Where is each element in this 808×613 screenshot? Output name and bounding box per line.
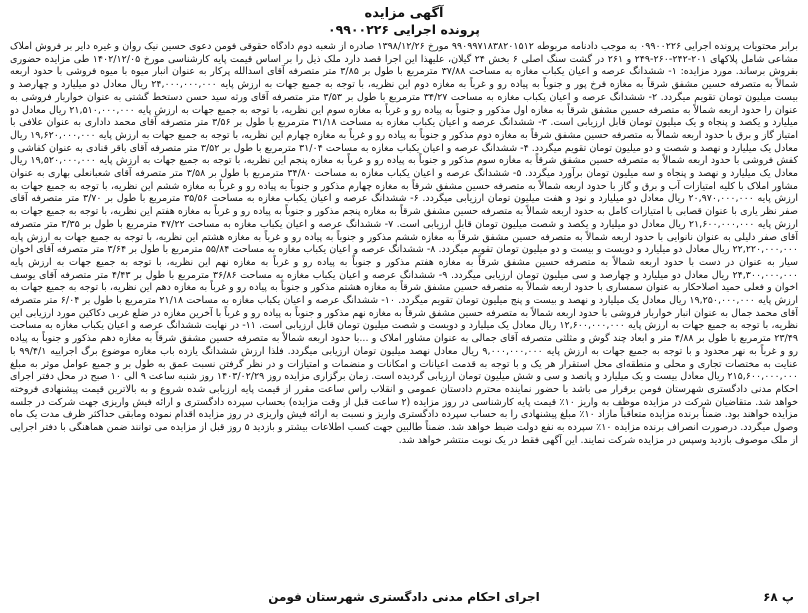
notice-footer: [10, 587, 798, 607]
notice-code: پ ۶۸: [763, 590, 794, 604]
issuing-organization: اجرای احکام مدنی دادگستری شهرستان فومن: [268, 590, 540, 604]
case-number: پرونده اجرایی ۰۹۹۰۰۲۲۶: [328, 22, 480, 37]
notice-title: آگهی مزایده: [364, 6, 444, 21]
notice-body: برابر محتویات پرونده اجرایی ۰۹۹۰۰۲۲۶ به موجب دادنامه مربوطه ۹۹۰۹۹۷۱۸۳۸۲۰۱۵۱۲ مورخ ۱۳۹۸/۱۲/۲۶ صادره از شعبه دوم دادگاه حقوقی فومن دعوی حسین نیک روان و غیره دایر بر فروش املاک مشاعی شامل پلاکهای ۲۰۱-۲۴۲-۲۶۰-۲۴۹ و ۲۶۱ در گشت سنگ اصلی ۶ بخش ۲۴ گیلان، علیهذا این اجرا قصد دارد ملک ذیل را بر اساس قیمت پایه کارشناسی مورخ ۱۴۰۲/۱۲/۰۵ طی مزایده حضوری بفروش برساند. مورد مزایده: ۱- ششدانگ عرصه و اعیان یکباب مغازه به مساحت ۳۷/۸۸ مترمربع با طول بر ۳/۸۵ متر متصرفه آقای اسدالله پرکار به عنوان انبار میوه با میوه فروشی با حدود اربعه شمالاً به متصرفه حسین مشفق شرقاً به مغازه فرخ پور و جنوباً به پیاده رو و غرباً به مغازه دوم این نظریه، با توجه به جمیع جهات به ارزش پایه ۲۴,۰۰۰,۰۰۰,۰۰۰ ریال معادل دو میلیارد و چهارصد و بیست میلیون تومان تقویم میگردد. ۲- ششدانگ عرصه و اعیان یکباب مغازه به مساحت ۳۴/۲۷ مترمربع با طول بر ۳/۵۳ متر متصرفه آقای ورثه سید حسن دستخط گشتی به عنوان خواربار فروشی به عنوان را حدود اربعه شمالاً به متصرفه حسین مشفق شرقاً به مغازه اول مذکور و جنوباً به پیاده رو و غرباً به مغازه سوم این نظریه، با توجه به جمیع جهات به ارزش پایه ۲۱,۵۱۰,۰۰۰,۰۰۰ ریال معادل دو میلیارد و یکصد و پنجاه و یک میلیون تومان قابل ارزیابی است. ۳- ششدانگ عرصه و اعیان یکباب مغازه به مساحت ۳۱/۱۸ مترمربع با طول بر ۳/۵۶ متر متصرفه آقای محمد داداری به عنوان علافی با امتیاز گاز و برق با حدود اربعه شمالاً به متصرفه حسین مشفق شرقاً به مغازه دوم مذکور و جنوباً به پیاده رو و غرباً به مغازه چهارم این نظریه، با توجه به جمیع جهات به ارزش پایه ۱۹,۶۲۰,۰۰۰,۰۰۰ ریال معادل یک میلیارد و نهصد و شصت و دو میلیون تومان تقویم میگردد. ۴- ششدانگ عرصه و اعیان یکباب مغازه به مساحت ۳۱/۰۴ مترمربع با طول بر ۳/۵۲ متر متصرفه آقای باقر قنادی به عنوان کفاشی و کفش فروشی با حدود اربعه شمالاً به متصرفه حسین مشفق شرقاً به مغازه سوم مذکور و جنوباً به پیاده رو و غرباً به مغازه پنجم این نظریه، با توجه به جمیع جهات به ارزش پایه ۱۹,۵۲۰,۰۰۰,۰۰۰ ریال معادل یک میلیارد و نهصد و پنجاه و سه میلیون تومان برآورد میگردد. ۵- ششدانگ عرصه و اعیان یکباب مغازه به مساحت ۳۴/۸۰ مترمربع با طول بر ۳/۵۸ متر متصرفه آقای شعبانعلی بهاری به عنوان مشاور املاک با کلیه امتیازات آب و برق و گاز با حدود اربعه شمالاً به متصرفه حسین مشفق شرقاً به مغازه چهارم مذکور و جنوباً به پیاده رو و غرباً به مغازه ششم این نظریه، با توجه به جمیع جهات به ارزش پایه ۲۰,۹۷۰,۰۰۰,۰۰۰ ریال معادل دو میلیارد و نود و هفت میلیون تومان ارزیابی میگردد. ۶- ششدانگ عرصه و اعیان یکباب مغازه به مساحت ۳۵/۵۶ مترمربع با طول بر ۳/۷۰ متر متصرفه آقای صفر نظر یاری با عنوان قصابی با امتیازات کامل به حدود اربعه شمالاً به متصرفه حسین مشفق شرقاً به مغازه پنجم مذکور و جنوباً به پیاده رو و غرباً به مغازه هفتم این نظریه، با توجه به جمیع جهات به ارزش پایه ۲۱,۶۰۰,۰۰۰,۰۰۰ ریال معادل دو میلیارد و یکصد و شصت میلیون تومان قابل ارزیابی است. ۷- ششدانگ عرصه و اعیان یکباب مغازه به مساحت ۴۷/۲۲ مترمربع با طول بر ۳/۳۵ متر متصرفه آقای صفر دلیلی به عنوان نانوایی با حدود اربعه شمالاً به متصرفه حسین مشفق شرقاً به مغازه ششم مذکور و جنوباً به پیاده رو و غرباً به مغازه هشتم این نظریه، با توجه به جمیع جهات به ارزش پایه ۲۲,۲۲۰,۰۰۰,۰۰۰ ریال معادل دو میلیارد و دویست و بیست و دو میلیون تومان تقویم میگردد. ۸- ششدانگ عرصه و اعیان یکباب مغازه به مساحت ۵۵/۸۴ مترمربع با طول بر ۳/۶۴ متر متصرفه آقای اخوان سیار به عنوان در دست با حدود اربعه شمالاً به متصرفه حسین مشفق شرقاً به مغازه هفتم مذکور و جنوباً به پیاده رو و غرباً به مغازه نهم این نظریه، با توجه به جمیع جهات به ارزش پایه ۲۴,۳۰۰,۰۰۰,۰۰۰ ریال معادل دو میلیارد و چهارصد و سی میلیون تومان ارزیابی میگردد. ۹- ششدانگ عرصه و اعیان یکباب مغازه به مساحت ۳۶/۸۶ مترمربع با طول بر ۴/۴۳ متر متصرفه آقای یوسف اخوان و فعلی حمید اصلاحکار به عنوان سمساری با حدود اربعه شمالاً به متصرفه حسین مشفق شرقاً به مغازه هشتم مذکور و جنوباً به پیاده رو و غرباً به مغازه دهم این نظریه، با توجه به جمیع جهات به ارزش پایه ۱۹,۲۵۰,۰۰۰,۰۰۰ ریال معادل یک میلیارد و نهصد و بیست و پنج میلیون تومان تقویم میگردد. ۱۰- ششدانگ عرصه و اعیان یکباب مغازه به مساحت ۲۱/۱۸ مترمربع با طول بر ۶/۰۴ متر متصرفه آقای محمد جمال به عنوان انبار خواربار فروشی با حدود اربعه شمالاً به متصرفه حسین مشفق شرقاً به مغازه نهم مذکور و جنوباً به پیاده رو و غرباً با آخرین مغازه در ضلع غربی دکاکین مورد ارزیابی این نظریه، با توجه به جمیع جهات به ارزش پایه ۱۲,۶۰۰,۰۰۰,۰۰۰ ریال معادل یک میلیارد و دویست و شصت میلیون تومان قابل ارزیابی است. ۱۱- در نهایت ششدانگ عرصه و اعیان یکباب مغازه به مساحت ۲۳/۴۹ مترمربع با طول بر ۴/۸۸ متر و ابعاد چند گوش و مثلثی متصرفه آقای جمالی به عنوان مشاور املاک و ...با حدود اربعه شمالاً به متصرفه حسین مشفق شرقاً به مغازه دهم مذکور و جنوباً به پیاده رو و غرباً به نهر محدود و با توجه به جمیع جهات به ارزش پایه ۹,۰۰۰,۰۰۰,۰۰۰ ریال معادل نهصد میلیون تومان ارزیابی میگردد. فلذا ارزش ششدانگ یازده باب مغازه موضوع برگ اجراییه ۹۹/۴/۱ با عنایت به مختصات تجاری و محلی و منطقه‌ای محل استقرار هر یک و با توجه به قدمت اعیانات و امکانات و منضمات و امتیازات و در نظر گرفتن نسبت عمق به طول بر و جمیع عوامل موثر به مبلغ ۲۱۵,۶۰۰,۰۰۰,۰۰۰ ریال معادل بیست و یک میلیارد و پانصد و سی و شش میلیون تومان ارزیابی گردیده است. زمان برگزاری مزایده روز ۱۴۰۳/۰۲/۲۹ روز شنبه ساعت ۹ الی ۱۰ صبح در محل دفتر اجرای احکام مدنی دادگستری شهرستان فومن برقرار می باشد با حضور نماینده محترم دادستان عمومی و انقلاب راس ساعت مقرر از قیمت پایه ارزیابی شده شروع و به بالاترین قیمت پیشنهادی فروخته خواهد شد. متقاضیان شرکت در مزایده موظف به واریز ۱۰٪ قیمت پایه کارشناسی در روز مزایده (۲ ساعت قبل از وقت مزایده) بحساب سپرده دادگستری و ارائه فیش واریزی جهت شرکت در جلسه مزایده خواهند بود. ضمناً برنده مزایده متعاقباً مازاد ۱۰٪ مبلغ پیشنهادی را به حساب سپرده دادگستری واریز و نسبت به ارائه فیش واریزی در روز مزایده اقدام نموده ومابقی حداکثر ظرف مدت یک ماه وصول میگردد. درصورت انصراف برنده مزایده ۱۰٪ سپرده به نفع دولت ضبط خواهد شد. ضمناً طالبین جهت کسب اطلاعات بیشتر و بازدید ۵ روز قبل از مزایده می توانند ضمن هماهنگی با دفتر اجرایی از ملک موصوف بازدید وسپس در مزایده شرکت نمایند. این آگهی فقط در یک نوبت منتشر خواهد شد.: [10, 41, 798, 446]
